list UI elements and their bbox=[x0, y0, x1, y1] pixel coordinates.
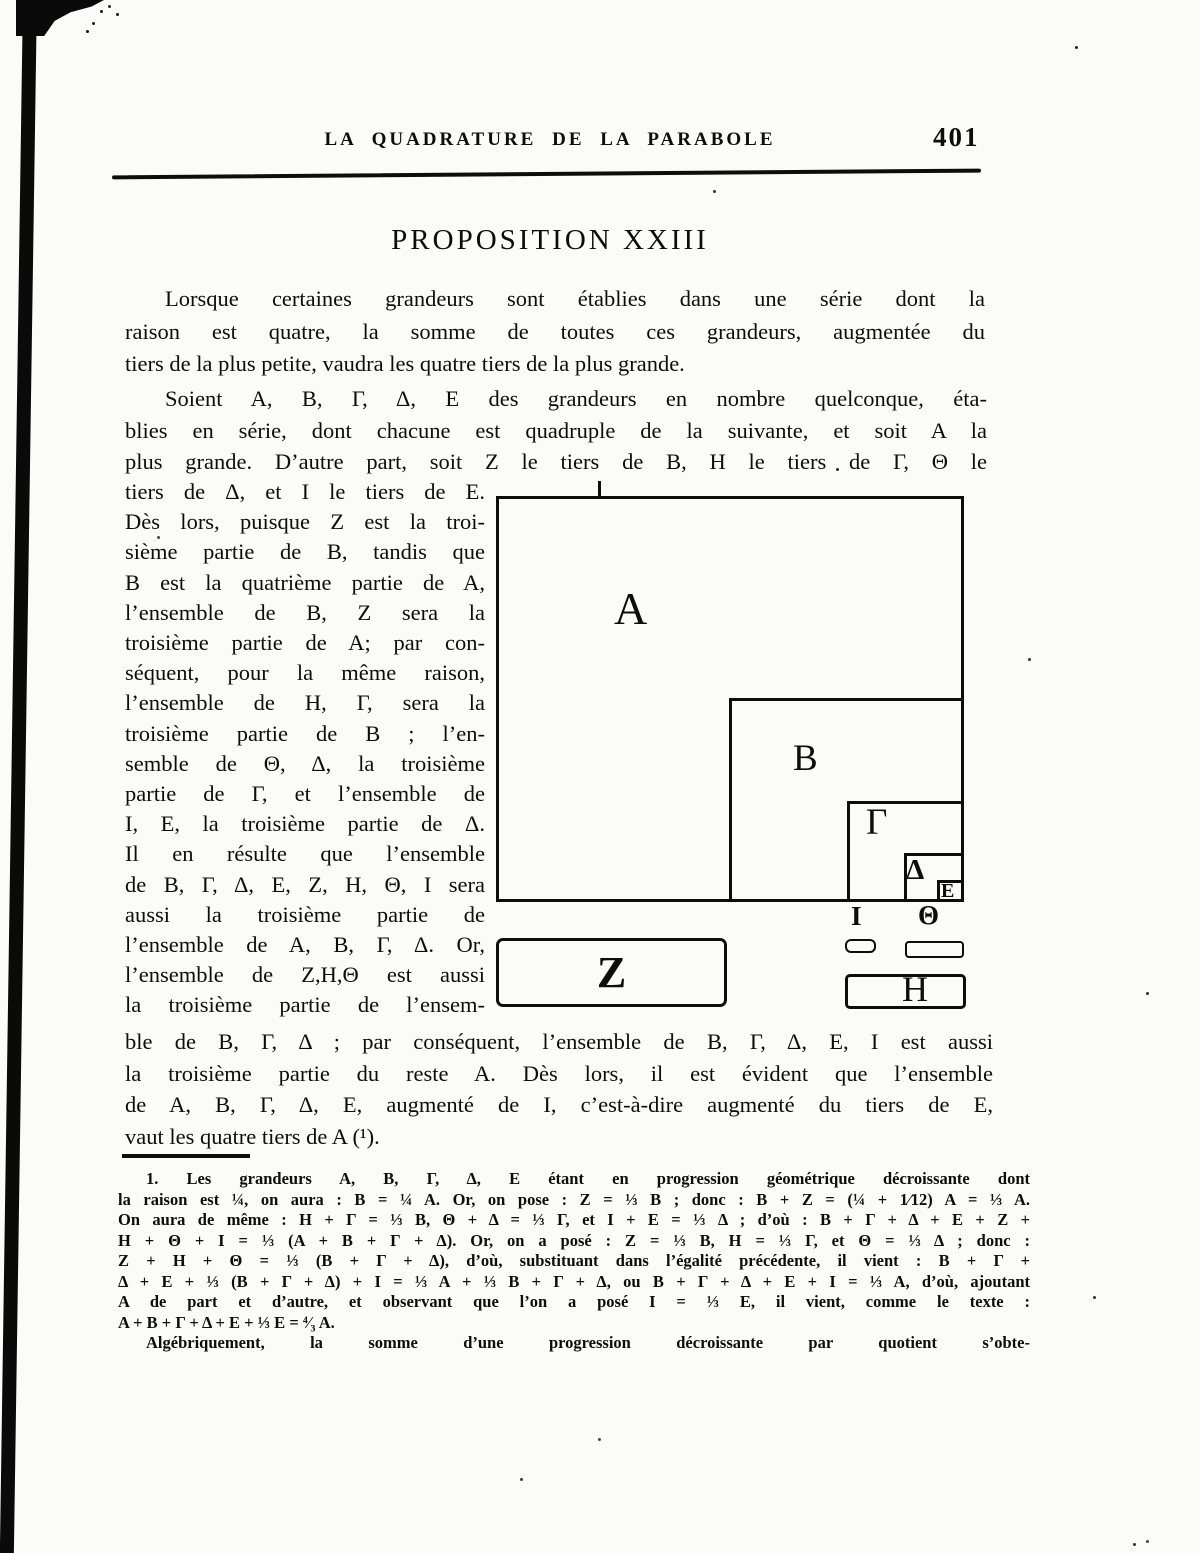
text-line: partie de Γ, et l’ensemble de bbox=[125, 781, 485, 807]
header-rule bbox=[112, 169, 981, 179]
page-number: 401 bbox=[933, 122, 980, 152]
footnote-line: la raison est ¼, on aura : B = ¼ A. Or, on pose : Z = ⅓ B ; donc : B + Z = (¼ + 1⁄12) A = ⅓ A. bbox=[118, 1189, 1030, 1209]
text-line: sième partie de B, tandis que bbox=[125, 539, 485, 565]
figure-label-h: H bbox=[902, 969, 928, 1009]
running-title: LA QUADRATURE DE LA PARABOLE bbox=[324, 129, 776, 150]
proof-paragraph-fullwidth bbox=[125, 383, 987, 478]
proof-paragraph-column bbox=[125, 477, 485, 1021]
text-line: de A, B, Γ, Δ, E, augmenté de I, c’est-à-dire augmenté du tiers de E, bbox=[125, 1092, 993, 1118]
figure-label-a: A bbox=[614, 583, 648, 634]
text-line: l’ensemble de Z,H,Θ est aussi bbox=[125, 962, 485, 988]
figure-label-delta: Δ bbox=[906, 854, 925, 886]
figure-label-i: I bbox=[851, 901, 862, 931]
text-line: ble de B, Γ, Δ ; par conséquent, l’ensemble de B, Γ, Δ, E, I est aussi bbox=[125, 1029, 993, 1054]
figure-label-b: B bbox=[793, 738, 818, 779]
scan-gutter-edge bbox=[0, 0, 37, 1553]
text-line: B est la quatrième partie de A, bbox=[125, 569, 485, 595]
proof-paragraph-continuation bbox=[125, 1026, 993, 1152]
figure-rect-z bbox=[496, 938, 727, 1007]
text-line: tiers de Δ, et I le tiers de E. bbox=[125, 479, 485, 504]
proposition-title: PROPOSITION XXIII bbox=[391, 224, 709, 256]
figure-label-e: E bbox=[941, 880, 955, 902]
text-line: I, E, la troisième partie de Δ. bbox=[125, 811, 485, 837]
text-line: séquent, pour la même raison, bbox=[125, 660, 485, 686]
text-line: la troisième partie de l’ensem- bbox=[125, 992, 485, 1018]
text-line: Il en résulte que l’ensemble bbox=[125, 841, 485, 867]
text-line: tiers de la plus petite, vaudra les quatre tiers de la plus grande. bbox=[125, 351, 685, 376]
text-line: troisième partie de B ; l’en- bbox=[125, 720, 485, 746]
text-line: de B, Γ, Δ, E, Z, H, Θ, I sera bbox=[125, 871, 485, 897]
footnote-line: Δ + E + ⅓ (B + Γ + Δ) + I = ⅓ A + ⅓ B + Γ + Δ, ou B + Γ + Δ + E + I = ⅓ A, d’où, ajoutant bbox=[118, 1271, 1030, 1291]
text-line: plus grande. D’autre part, soit Z le tiers de B, H le tiers de Γ, Θ le bbox=[125, 449, 987, 474]
figure-label-theta: Θ bbox=[918, 900, 940, 930]
footnote-line: H + Θ + I = ⅓ (A + B + Γ + Δ). Or, on a posé : Z = ⅓ B, H = ⅓ Γ, et Θ = ⅓ Δ ; donc : bbox=[118, 1230, 1030, 1250]
text-line: raison est quatre, la somme de toutes ces grandeurs, augmentée du bbox=[125, 318, 985, 344]
text-line: l’ensemble de H, Γ, sera la bbox=[125, 690, 485, 716]
footnote-line: A + B + Γ + Δ + E + ⅓ E = ⁴⁄₃ A. bbox=[118, 1312, 335, 1332]
footnote-line: Algébriquement, la somme d’une progression décroissante par quotient s’obte- bbox=[146, 1333, 1030, 1352]
footnote-rule bbox=[122, 1154, 250, 1158]
text-line: aussi la troisième partie de bbox=[125, 901, 485, 927]
footnote-line: 1. Les grandeurs A, B, Γ, Δ, E étant en progression géométrique décroissante dont bbox=[146, 1169, 1030, 1188]
text-line: semble de Θ, Δ, la troisième bbox=[125, 750, 485, 776]
text-line: Dès lors, puisque Z est la troi- bbox=[125, 509, 485, 535]
text-line: Soient A, B, Γ, Δ, E des grandeurs en nombre quelconque, éta- bbox=[165, 386, 987, 411]
text-line: la troisième partie du reste A. Dès lors, il est évident que l’ensemble bbox=[125, 1060, 993, 1086]
scan-specks bbox=[0, 0, 3, 3]
text-line: Lorsque certaines grandeurs sont établies dans une série dont la bbox=[165, 286, 985, 311]
footnote bbox=[118, 1169, 1030, 1354]
scan-corner-blob bbox=[16, 0, 104, 36]
text-line: vaut les quatre tiers de A (¹). bbox=[125, 1123, 380, 1149]
figure-label-gamma: Γ bbox=[866, 802, 888, 843]
text-line: troisième partie de A; par con- bbox=[125, 630, 485, 656]
figure-top-tick bbox=[598, 481, 601, 497]
footnote-line: Z + H + Θ = ⅓ (B + Γ + Δ), d’où, substituant dans l’égalité précédente, il vient : B + Γ + bbox=[118, 1251, 1030, 1270]
footnote-line: A de part et d’autre, et observant que l’on a posé I = ⅓ E, il vient, comme le texte : bbox=[118, 1292, 1030, 1311]
text-line: l’ensemble de A, B, Γ, Δ. Or, bbox=[125, 932, 485, 958]
proposition-statement bbox=[125, 283, 985, 381]
figure-label-z: Z bbox=[596, 947, 627, 997]
figure-rect-i bbox=[845, 939, 876, 953]
footnote-line: On aura de même : H + Γ = ⅓ B, Θ + Δ = ⅓ Γ, et I + E = ⅓ Δ ; d’où : B + Γ + Δ + E + Z + bbox=[118, 1210, 1030, 1229]
figure-rect-theta bbox=[905, 941, 964, 958]
text-line: blies en série, dont chacune est quadruple de la suivante, et soit A la bbox=[125, 417, 987, 443]
text-line: l’ensemble de B, Z sera la bbox=[125, 599, 485, 625]
